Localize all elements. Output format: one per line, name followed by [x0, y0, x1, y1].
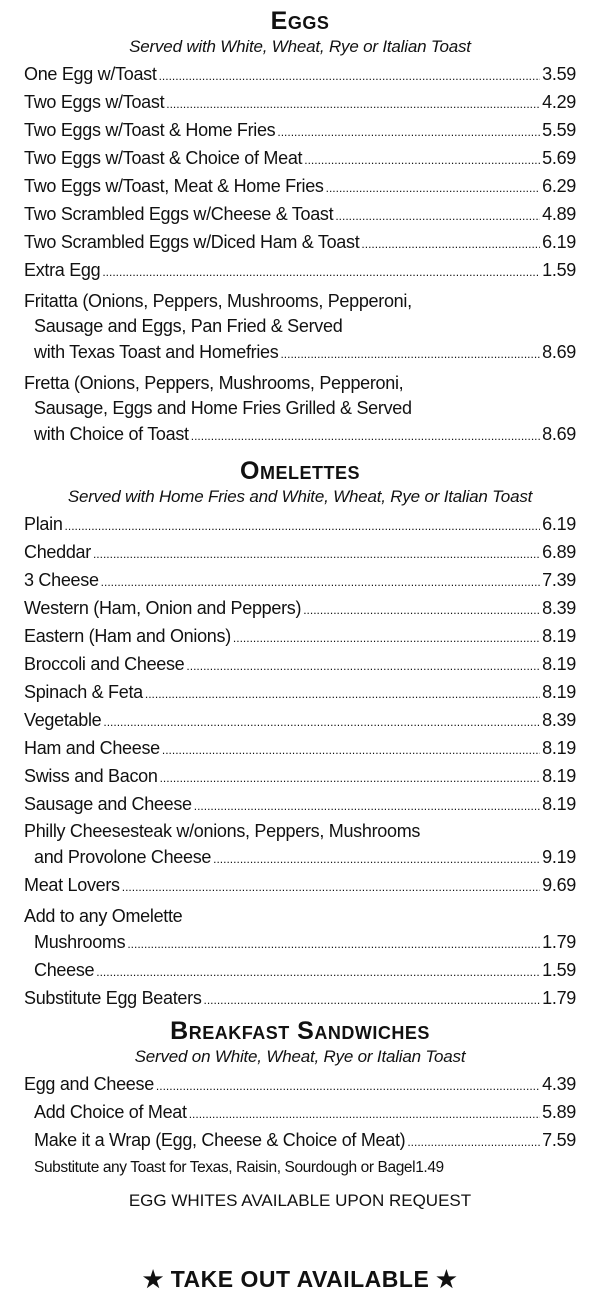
menu-item [24, 791, 576, 819]
item-price: 1.79 [542, 932, 576, 952]
item-name: Two Eggs w/Toast & Home Fries [24, 120, 276, 140]
sandwiches-section [0, 1016, 600, 1213]
menu-item [24, 957, 576, 985]
item-name: Add Choice of Meat [34, 1102, 187, 1122]
menu-item [24, 89, 576, 117]
item-price: 5.69 [542, 148, 576, 168]
menu-item [24, 117, 576, 145]
item-price: 5.59 [542, 120, 576, 140]
item-price: 4.29 [542, 92, 576, 112]
item-name: Mushrooms [34, 932, 126, 952]
menu-item [24, 567, 576, 595]
omelettes-items [0, 511, 600, 1013]
fretta-item [24, 371, 576, 449]
menu-item [24, 679, 576, 707]
item-price: 8.39 [542, 598, 576, 618]
eggs-items [0, 61, 600, 449]
menu-item [24, 61, 576, 89]
item-name: Swiss and Bacon [24, 766, 158, 786]
item-price: 4.39 [542, 1074, 576, 1094]
item-price: 1.59 [542, 960, 576, 980]
menu-item [24, 145, 576, 173]
item-name: Two Eggs w/Toast & Choice of Meat [24, 148, 303, 168]
item-name: Substitute Egg Beaters [24, 988, 202, 1008]
footer [0, 1264, 600, 1294]
menu-item [24, 929, 576, 957]
menu-item [24, 539, 576, 567]
item-price: 6.19 [542, 232, 576, 252]
sandwiches-subtitle: Served on White, Wheat, Rye or Italian Toast [134, 1047, 466, 1066]
menu-item [24, 257, 576, 285]
item-price: 1.49 [415, 1159, 444, 1176]
add-ons-group [24, 904, 576, 985]
item-price: 9.19 [542, 847, 576, 867]
item-price: 6.89 [542, 542, 576, 562]
item-description-line: with Texas Toast and Homefries [34, 342, 279, 362]
sandwiches-items [0, 1071, 600, 1181]
item-price: 7.39 [542, 570, 576, 590]
item-description-line: Sausage and Eggs, Pan Fried & Served [34, 316, 343, 336]
menu-item [24, 872, 576, 900]
item-price: 8.19 [542, 654, 576, 674]
item-price: 9.69 [542, 875, 576, 895]
item-price: 8.19 [542, 794, 576, 814]
eggs-section [0, 6, 600, 449]
item-name: 3 Cheese [24, 570, 99, 590]
item-price: 8.19 [542, 766, 576, 786]
egg-whites-note: EGG WHITES AVAILABLE UPON REQUEST [128, 1191, 472, 1210]
item-name: Two Eggs w/Toast, Meat & Home Fries [24, 176, 324, 196]
item-description-line: Sausage, Eggs and Home Fries Grilled & Served [34, 398, 412, 418]
menu-item [24, 1155, 576, 1181]
philly-item [24, 819, 576, 872]
menu-item [24, 735, 576, 763]
item-name: One Egg w/Toast [24, 64, 157, 84]
item-name: Sausage and Cheese [24, 794, 192, 814]
item-price: 8.19 [542, 682, 576, 702]
item-name: Make it a Wrap (Egg, Cheese & Choice of Meat) [34, 1130, 406, 1150]
add-ons-label: Add to any Omelette [24, 906, 183, 926]
item-price: 6.29 [542, 176, 576, 196]
item-name: Extra Egg [24, 260, 101, 280]
item-description-line: and Provolone Cheese [34, 847, 212, 867]
menu-item [24, 1127, 576, 1155]
item-price: 6.19 [542, 514, 576, 534]
omelettes-section [0, 456, 600, 1013]
item-name: Egg and Cheese [24, 1074, 154, 1094]
item-description-line: Fretta (Onions, Peppers, Mushrooms, Pepperoni, [24, 373, 404, 393]
item-price: 3.59 [542, 64, 576, 84]
item-name: Cheese [34, 960, 95, 980]
menu-item [24, 651, 576, 679]
menu-item [24, 763, 576, 791]
menu-item [24, 173, 576, 201]
item-description-line: Philly Cheesesteak w/onions, Peppers, Mushrooms [24, 821, 421, 841]
menu-item [24, 229, 576, 257]
item-price: 1.79 [542, 988, 576, 1008]
menu-item [24, 623, 576, 651]
item-name: Two Scrambled Eggs w/Diced Ham & Toast [24, 232, 360, 252]
omelettes-subtitle: Served with Home Fries and White, Wheat, Rye or Italian Toast [67, 487, 533, 506]
item-price: 7.59 [542, 1130, 576, 1150]
item-name: Meat Lovers [24, 875, 120, 895]
item-price: 8.39 [542, 710, 576, 730]
menu-item [24, 511, 576, 539]
menu-item [24, 707, 576, 735]
item-name: Substitute any Toast for Texas, Raisin, Sourdough or Bagel [34, 1159, 416, 1176]
item-price: 1.59 [542, 260, 576, 280]
menu-item [24, 1071, 576, 1099]
item-name: Two Scrambled Eggs w/Cheese & Toast [24, 204, 334, 224]
eggs-title: Eggs [270, 7, 330, 35]
item-name: Cheddar [24, 542, 91, 562]
item-price: 8.19 [542, 738, 576, 758]
menu-item [24, 201, 576, 229]
item-price: 4.89 [542, 204, 576, 224]
item-price: 8.69 [542, 342, 576, 362]
omelettes-title: Omelettes [240, 457, 360, 485]
item-price: 8.69 [542, 424, 576, 444]
item-description-line: with Choice of Toast [34, 424, 189, 444]
item-name: Broccoli and Cheese [24, 654, 185, 674]
item-name: Plain [24, 514, 63, 534]
item-name: Spinach & Feta [24, 682, 143, 702]
item-name: Eastern (Ham and Onions) [24, 626, 231, 646]
eggs-subtitle: Served with White, Wheat, Rye or Italian Toast [129, 37, 471, 56]
menu-item [24, 985, 576, 1013]
item-name: Ham and Cheese [24, 738, 160, 758]
item-price: 8.19 [542, 626, 576, 646]
item-name: Two Eggs w/Toast [24, 92, 165, 112]
menu-item [24, 595, 576, 623]
item-price: 5.89 [542, 1102, 576, 1122]
takeout-banner: ★ TAKE OUT AVAILABLE ★ [142, 1266, 458, 1292]
menu-item [24, 1099, 576, 1127]
item-description-line: Fritatta (Onions, Peppers, Mushrooms, Pepperoni, [24, 291, 412, 311]
fritatta-item [24, 289, 576, 367]
sandwiches-title: Breakfast Sandwiches [170, 1017, 430, 1045]
item-name: Western (Ham, Onion and Peppers) [24, 598, 302, 618]
item-name: Vegetable [24, 710, 102, 730]
